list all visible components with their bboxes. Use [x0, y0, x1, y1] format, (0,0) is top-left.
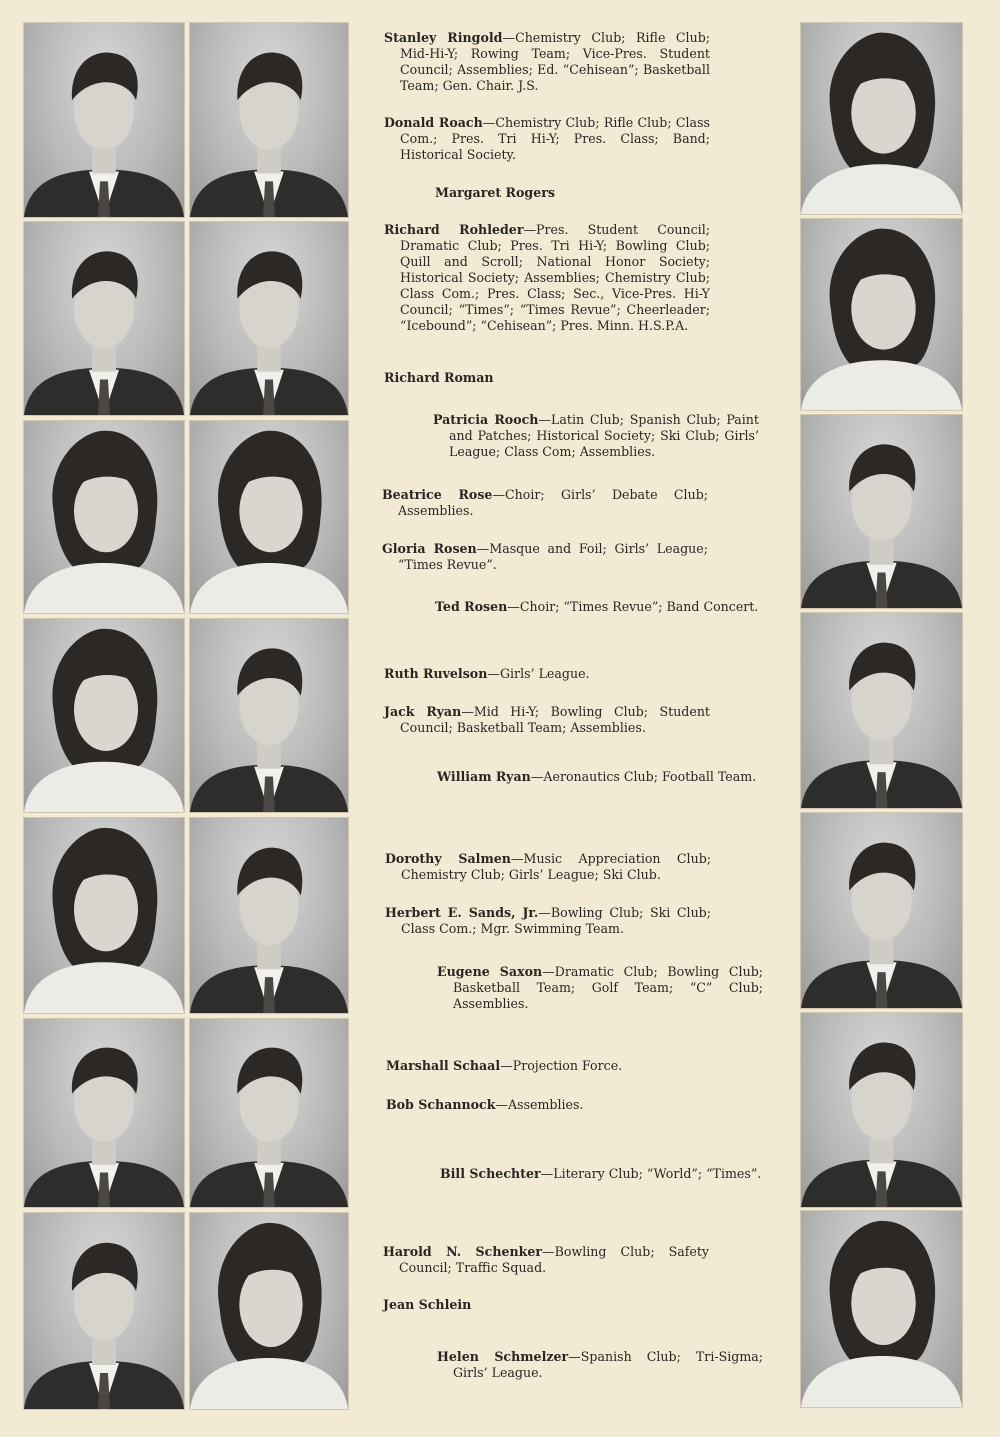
portrait-16 [23, 1018, 185, 1208]
entry [385, 851, 711, 883]
portrait-8 [189, 420, 349, 614]
portrait-13 [23, 817, 185, 1014]
student-name: Bill Schechter [440, 1166, 541, 1181]
portrait-2 [189, 22, 349, 218]
portrait-silhouette [801, 415, 962, 608]
entry [435, 599, 761, 615]
student-activities: —Bowling Club; Ski Club; Class Com.; Mgr. Swimming Team. [401, 905, 711, 936]
entry [384, 30, 710, 94]
student-name: Richard Rohleder [384, 222, 524, 237]
student-activities: —Dramatic Club; Bowling Club; Basketball Team; Golf Team; “C” Club; Assemblies. [453, 964, 764, 1011]
entry [433, 412, 759, 460]
student-name: Ruth Ruvelson [384, 666, 488, 681]
portrait-15 [800, 812, 963, 1009]
student-activities: —Spanish Club; Tri-Sigma; Girls’ League. [453, 1349, 764, 1380]
entry [435, 185, 735, 201]
student-name: William Ryan [437, 769, 531, 784]
entry [386, 1058, 712, 1074]
entry [385, 905, 711, 937]
portrait-12 [800, 612, 963, 809]
portrait-14 [189, 817, 349, 1014]
portrait-silhouette [801, 613, 962, 808]
entry [383, 1297, 709, 1313]
portrait-19 [23, 1212, 185, 1410]
student-activities: —Aeronautics Club; Football Team. [530, 769, 757, 784]
student-name: Eugene Saxon [437, 964, 543, 979]
portrait-silhouette [190, 818, 348, 1013]
portrait-1 [23, 22, 185, 218]
student-activities: —Chemistry Club; Rifle Club; Mid-Hi-Y; Rowing Team; Vice-Pres. Student Council; Assemblies; Ed. “Cehisean”; Basketball Team; Gen. Chair. J.S. [400, 30, 711, 93]
entry [382, 487, 708, 519]
student-activities: —Bowling Club; Safety Council; Traffic Squad. [399, 1244, 709, 1275]
student-activities: —Chemistry Club; Rifle Club; Class Com.; Pres. Tri Hi-Y; Pres. Class; Band; Historical Society. [400, 115, 710, 162]
student-name: Beatrice Rose [382, 487, 493, 502]
portrait-17 [189, 1018, 349, 1208]
student-name: Gloria Rosen [382, 541, 477, 556]
portrait-silhouette [190, 619, 348, 812]
portrait-6 [800, 218, 963, 411]
student-name: Harold N. Schenker [383, 1244, 543, 1259]
student-name: Jean Schlein [383, 1297, 472, 1312]
portrait-silhouette [801, 1211, 962, 1407]
student-activities: —Pres. Student Council; Dramatic Club; Pres. Tri Hi-Y; Bowling Club; Quill and Scroll; National Honor Society; Historical Society; Assemblies; Chemistry Club; Class Com.; Pres. Class; Sec., Vice-Pres. Hi-Y Council; “Times”; “Times Revue”; Cheerleader; “Icebound”; “Cehisean”; Pres. Minn. H.S.P.A. [400, 222, 710, 333]
student-name: Patricia Rooch [433, 412, 539, 427]
student-activities: —Music Appreciation Club; Chemistry Club; Girls’ League; Ski Club. [401, 851, 711, 882]
portrait-4 [23, 221, 185, 416]
portrait-silhouette [801, 813, 962, 1008]
student-activities: —Assemblies. [495, 1097, 584, 1112]
student-activities: —Masque and Foil; Girls’ League; “Times Revue”. [398, 541, 708, 572]
portrait-silhouette [190, 1213, 348, 1409]
student-activities: —Choir; Girls’ Debate Club; Assemblies. [398, 487, 708, 518]
entry [384, 115, 710, 163]
student-activities: —Projection Force. [500, 1058, 623, 1073]
portrait-silhouette [801, 23, 962, 214]
entry [386, 1097, 712, 1113]
student-name: Marshall Schaal [386, 1058, 501, 1073]
student-name: Herbert E. Sands, Jr. [385, 905, 539, 920]
student-name: Dorothy Salmen [385, 851, 511, 866]
student-name: Margaret Rogers [435, 185, 555, 200]
portrait-silhouette [190, 222, 348, 415]
student-activities: —Literary Club; “World”; “Times”. [540, 1166, 762, 1181]
portrait-silhouette [24, 1213, 184, 1409]
portrait-10 [23, 618, 185, 813]
portrait-silhouette [190, 23, 348, 217]
portrait-18 [800, 1012, 963, 1208]
entry [437, 964, 763, 1012]
portrait-silhouette [190, 421, 348, 613]
portrait-7 [23, 420, 185, 614]
entry [437, 1349, 763, 1381]
portrait-silhouette [24, 222, 184, 415]
portrait-silhouette [24, 421, 184, 613]
entry [440, 1166, 780, 1182]
student-name: Donald Roach [384, 115, 483, 130]
entry [382, 541, 708, 573]
portrait-21 [800, 1210, 963, 1408]
student-name: Ted Rosen [435, 599, 508, 614]
portrait-3 [800, 22, 963, 215]
portrait-silhouette [190, 1019, 348, 1207]
entry [384, 222, 710, 334]
portrait-silhouette [24, 23, 184, 217]
student-name: Bob Schannock [386, 1097, 496, 1112]
entry [437, 769, 767, 785]
entry [384, 704, 710, 736]
portrait-silhouette [24, 619, 184, 812]
portrait-5 [189, 221, 349, 416]
student-activities: —Choir; “Times Revue”; Band Concert. [507, 599, 759, 614]
portrait-silhouette [801, 1013, 962, 1207]
student-activities: —Girls’ League. [487, 666, 590, 681]
entry [383, 1244, 709, 1276]
entry [384, 370, 710, 386]
student-name: Stanley Ringold [384, 30, 503, 45]
portrait-silhouette [24, 1019, 184, 1207]
student-name: Helen Schmelzer [437, 1349, 569, 1364]
portrait-9 [800, 414, 963, 609]
portrait-silhouette [24, 818, 184, 1013]
student-activities: —Mid Hi-Y; Bowling Club; Student Council; Basketball Team; Assemblies. [400, 704, 710, 735]
portrait-20 [189, 1212, 349, 1410]
student-name: Richard Roman [384, 370, 494, 385]
entry [384, 666, 710, 682]
student-activities: —Latin Club; Spanish Club; Paint and Patches; Historical Society; Ski Club; Girls’ League; Class Com; Assemblies. [449, 412, 759, 459]
portrait-silhouette [801, 219, 962, 410]
student-name: Jack Ryan [384, 704, 462, 719]
portrait-11 [189, 618, 349, 813]
